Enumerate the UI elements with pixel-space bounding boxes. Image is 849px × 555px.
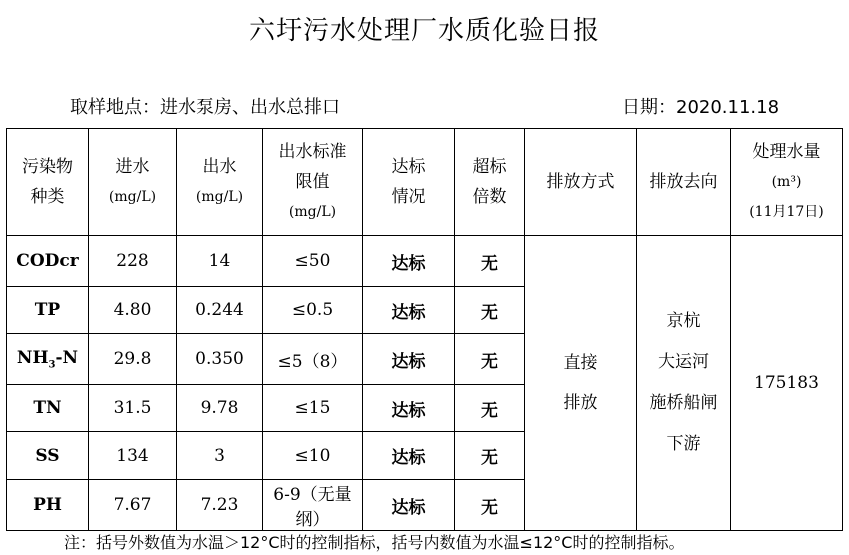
header-outflow-line1: 出水 — [202, 157, 237, 177]
exceed-cell: 无 — [455, 334, 525, 385]
param-cell: TP — [7, 287, 89, 334]
header-limit-line2: 限值 — [295, 172, 330, 192]
outflow-cell: 0.350 — [177, 334, 263, 385]
header-discharge-destination: 排放去向 — [637, 129, 731, 236]
inflow-cell: 7.67 — [89, 480, 177, 531]
param-cell: CODcr — [7, 236, 89, 287]
header-pollutant-line2: 种类 — [30, 187, 65, 207]
inflow-cell: 31.5 — [89, 385, 177, 432]
limit-cell: ≤10 — [263, 432, 363, 480]
report-title: 六圩污水处理厂水质化验日报 — [248, 16, 600, 46]
exceed-cell: 无 — [455, 432, 525, 480]
inflow-cell: 228 — [89, 236, 177, 287]
header-row — [7, 129, 843, 236]
water-quality-table — [6, 128, 843, 531]
header-pollutant-line1: 污染物 — [22, 157, 73, 177]
limit-cell: ≤0.5 — [263, 287, 363, 334]
param-cell: SS — [7, 432, 89, 480]
param-tail: -N — [55, 347, 79, 368]
destination-line2: 大运河 — [658, 352, 709, 372]
header-limit-unit: (mg/L) — [288, 204, 337, 220]
compliance-cell: 达标 — [363, 334, 455, 385]
limit-cell: ≤15 — [263, 385, 363, 432]
discharge-method-line1: 直接 — [563, 353, 598, 373]
exceed-cell: 无 — [455, 287, 525, 334]
header-exceed-line1: 超标 — [472, 157, 507, 177]
outflow-cell: 7.23 — [177, 480, 263, 531]
compliance-cell: 达标 — [363, 287, 455, 334]
report-date: 日期：2020.11.18 — [622, 97, 780, 118]
exceed-cell: 无 — [455, 236, 525, 287]
compliance-cell: 达标 — [363, 480, 455, 531]
footnote: 注：括号外数值为水温＞12°C时的控制指标，括号内数值为水温≤12°C时的控制指标。 — [64, 533, 685, 552]
inflow-cell: 134 — [89, 432, 177, 480]
treated-volume-cell: 175183 — [731, 236, 843, 531]
destination-line3: 施桥船闸 — [649, 393, 718, 413]
header-volume-date: (11月17日) — [749, 204, 824, 220]
limit-cell: ≤5（8） — [263, 334, 363, 385]
compliance-cell: 达标 — [363, 385, 455, 432]
header-discharge-method: 排放方式 — [525, 129, 637, 236]
limit-cell: 6-9（无量纲） — [263, 480, 363, 531]
header-volume-line1: 处理水量 — [752, 142, 821, 162]
sampling-location: 取样地点：进水泵房、出水总排口 — [70, 97, 340, 118]
discharge-method-line2: 排放 — [563, 393, 598, 413]
destination-line4: 下游 — [666, 434, 701, 454]
exceed-cell: 无 — [455, 480, 525, 531]
header-exceed-line2: 倍数 — [472, 187, 507, 207]
compliance-cell: 达标 — [363, 236, 455, 287]
param-main: NH — [16, 347, 49, 368]
outflow-cell: 3 — [177, 432, 263, 480]
destination-line1: 京杭 — [666, 311, 701, 331]
header-volume-unit: (m³) — [771, 174, 802, 190]
header-outflow — [177, 129, 263, 236]
discharge-method-cell — [525, 236, 637, 531]
header-compliance-line2: 情况 — [391, 187, 426, 207]
param-cell: TN — [7, 385, 89, 432]
discharge-destination-cell — [637, 236, 731, 531]
header-compliance-line1: 达标 — [391, 157, 426, 177]
header-exceed — [455, 129, 525, 236]
header-volume — [731, 129, 843, 236]
header-inflow — [89, 129, 177, 236]
exceed-cell: 无 — [455, 385, 525, 432]
table-row — [7, 236, 843, 287]
param-cell: PH — [7, 480, 89, 531]
inflow-cell: 4.80 — [89, 287, 177, 334]
compliance-cell: 达标 — [363, 432, 455, 480]
header-limit — [263, 129, 363, 236]
outflow-cell: 0.244 — [177, 287, 263, 334]
limit-cell: ≤50 — [263, 236, 363, 287]
header-inflow-line1: 进水 — [115, 157, 150, 177]
param-cell — [7, 334, 89, 385]
inflow-cell: 29.8 — [89, 334, 177, 385]
outflow-cell: 9.78 — [177, 385, 263, 432]
header-compliance — [363, 129, 455, 236]
outflow-cell: 14 — [177, 236, 263, 287]
param-subscript: 3 — [48, 359, 56, 371]
header-pollutant — [7, 129, 89, 236]
header-outflow-unit: (mg/L) — [195, 189, 244, 205]
header-inflow-unit: (mg/L) — [108, 189, 157, 205]
header-limit-line1: 出水标准 — [278, 142, 347, 162]
